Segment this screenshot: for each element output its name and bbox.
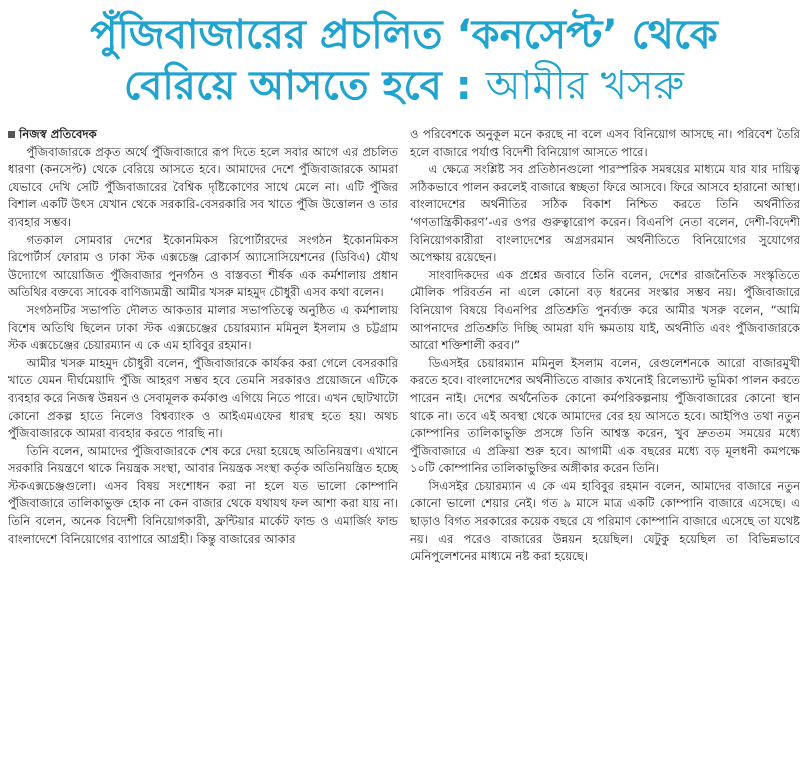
paragraph: ও পরিবেশকে অনুকূল মনে করছে না বলে এসব বিনিয়োগ আসছে না। পরিবেশ তৈরি হলে বাজারে পর্যাপ্ত বিদেশী বিনিয়োগ আসতে পারে। xyxy=(410,127,800,159)
paragraph: আমীর খসরু মাহমুদ চৌধুরী বলেন, পুঁজিবাজারকে কার্যকর করা গেলে বেসরকারি খাতে যেমন দীর্ঘমেয়াদি পুঁজি আহরণ সম্ভব হবে তেমনি সরকারও প্রয়োজনে এটিকে ব্যবহার করে নিজস্ব উন্নয়ন ও সেবামূলক কর্মকাণ্ড এগিয়ে নিতে পারে। এখন ছোটখাটো কোনো প্রকল্প হাতে নিলেও বিশ্বব্যাংক ও আইএমএফের ধারস্থ হতে হয়। অথচ পুঁজিবাজারকে আমরা ব্যবহার করতে পারছি না। xyxy=(8,355,398,441)
headline xyxy=(0,10,808,112)
paragraph: তিনি বলেন, আমাদের পুঁজিবাজারকে শেষ করে দেয়া হয়েছে অতিনিয়ন্ত্রণ। এখানে সরকারি নিয়ন্ত্রণে থাকে নিয়ন্ত্রক সংস্থা, আবার নিয়ন্ত্রক সংস্থা কর্তৃক অতিনিয়ন্ত্রিত হচ্ছে স্টকএক্সচেঞ্জগুলো। এসব বিষয় সংশোধন করা না হলে যত ভালো কোম্পানি পুঁজিবাজারে তালিকাভুক্ত হোক না কেন বাজার থেকে যথাযথ ফল আশা করা যায় না। তিনি বলেন, অনেক বিদেশী বিনিয়োগকারী, ফ্রন্টিয়ার মার্কেট ফান্ড ও এমার্জিং ফান্ড বাংলাদেশে বিনিয়োগের ব্যাপারে আগ্রহী। কিন্তু বাজারের আকার xyxy=(8,443,398,546)
article-body xyxy=(8,126,800,752)
headline-author: আমীর খসরু xyxy=(485,63,685,109)
left-column xyxy=(8,126,398,752)
byline xyxy=(8,126,398,144)
byline-text: নিজস্ব প্রতিবেদক xyxy=(19,127,97,141)
headline-line-1: পুঁজিবাজারের প্রচলিত ‘কনসেপ্ট’ থেকে xyxy=(90,12,718,58)
headline-main-text: বেরিয়ে আসতে হবে : xyxy=(123,63,472,109)
paragraph: সাংবাদিকদের এক প্রশ্নের জবাবে তিনি বলেন, দেশের রাজনৈতিক সংস্কৃতিতে মৌলিক পরিবর্তন না এলে কোনো বড় ধরনের সংস্কার সম্ভব নয়। পুঁজিবাজারে বিনিয়োগ বিষয়ে বিএনপির প্রতিশ্রুতি পুনর্ব্যক্ত করে আমীর খসরু বলেন, “আমি আপনাদের প্রতিশ্রুতি দিচ্ছি আমরা যদি ক্ষমতায় যাই, অর্থনীতি এবং পুঁজিবাজারকে আরো শক্তিশালী করব।” xyxy=(410,267,800,353)
paragraph: এ ক্ষেত্রে সংশ্লিষ্ট সব প্রতিষ্ঠানগুলো পারস্পরিক সমন্বয়ের মাধ্যমে যার যার দায়িত্ব সঠিকভাবে পালন করলেই বাজারে স্বচ্ছতা ফিরে আসবে। ফিরে আসবে হারানো আস্থা। বাংলাদেশের অর্থনীতির সঠিক বিকাশ নিশ্চিত করতে তিনি অর্থনীতির ‘গণতান্ত্রিকীকরণ’-এর ওপর গুরুত্বারোপ করেন। বিএনপি নেতা বলেন, দেশী-বিদেশী বিনিয়োগকারীরা বাংলাদেশের অগ্রসরমান অর্থনীতিতে বিনিয়োগের সুযোগের অপেক্ষায় রয়েছেন। xyxy=(410,162,800,265)
headline-line-2 xyxy=(0,60,808,112)
square-bullet-icon xyxy=(8,131,15,138)
paragraph: ডিএসইর চেয়ারম্যান মমিনুল ইসলাম বলেন, রেগুলেশনকে আরো বাজারমুখী করতে হবে। বাংলাদেশের অর্থনীতিতে বাজার কখনোই রিলেভ্যান্ট ভূমিকা পালন করতে পারেন নাই। দেশের অর্থনৈতিক কোনো কর্মপরিকল্পনায় পুঁজিবাজারের কোনো স্থান থাকে না। তবে এই অবস্থা থেকে আমাদের বের হয় আসতে হবে। আইপিও তথা নতুন কোম্পানির তালিকাভুক্তি প্রসঙ্গে তিনি আশ্বস্ত করেন, খুব দ্রুততম সময়ের মধ্যে পুঁজিবাজারে এ প্রক্রিয়া শুরু হবে। আগামী এক বছরের মধ্যে বড় মূলধনী কমপক্ষে ১০টি কোম্পানির তালিকাভুক্তির অঙ্গীকার করেন তিনি। xyxy=(410,355,800,476)
paragraph: পুঁজিবাজারকে প্রকৃত অর্থে পুঁজিবাজারে রূপ দিতে হলে সবার আগে এর প্রচলিত ধারণা (কনসেপ্ট) থেকে বেরিয়ে আসতে হবে। আমাদের দেশে পুঁজিবাজারকে আমরা যেভাবে দেখি সেটি পুঁজিবাজারের বৈশ্বিক দৃষ্টিকোণের সাথে মেলে না। এটি পুঁজির বিশাল একটি উৎস যেখান থেকে সরকারি-বেসরকারি সব খাতে পুঁজি উত্তোলন ও তার ব্যবহার সম্ভব। xyxy=(8,144,398,229)
right-column xyxy=(410,126,800,752)
paragraph: গতকাল সোমবার দেশের ইকোনমিকস রিপোর্টারদের সংগঠন ইকোনমিকস রিপোর্টার্স ফোরাম ও ঢাকা স্টক এক্সচেঞ্জ ব্রোকার্স অ্যাসোসিয়েশনের (ডিবিএ) যৌথ উদ্যোগে আয়োজিত পুঁজিবাজার পুনর্গঠন ও বাস্তবতা শীর্ষক এক কর্মশালায় প্রধান অতিথির বক্তব্যে সাবেক বাণিজ্যমন্ত্রী আমীর খসরু মাহমুদ চৌধুরী এসব কথা বলেন। xyxy=(8,232,398,300)
paragraph: সিএসইর চেয়ারম্যান এ কে এম হাবিবুর রহমান বলেন, আমাদের বাজারে নতুন কোনো ভালো শেয়ার নেই। গত ৯ মাসে মাত্র একটি কোম্পানি বাজারে এসেছে। এ ছাড়াও বিগত সরকারের কয়েক বছরে যে পরিমাণ কোম্পানি বাজারে এসেছে তা যথেষ্ট নয়। এর পরেও বাজারের উন্নয়ন হয়েছিল। যেটুকু হয়েছিল তা বিভিন্নভাবে মেনিপুলেশনের মাধ্যমে নষ্ট করা হয়েছে। xyxy=(410,478,800,564)
paragraph: সংগঠনটির সভাপতি দৌলত আকতার মালার সভাপতিত্বে অনুষ্ঠিত এ কর্মশালায় বিশেষ অতিথি ছিলেন ঢাকা স্টক এক্সচেঞ্জের চেয়ারম্যান মমিনুল ইসলাম ও চট্টগ্রাম স্টক এক্সচেঞ্জের চেয়ারম্যান এ কে এম হাবিবুর রহমান। xyxy=(8,302,398,353)
